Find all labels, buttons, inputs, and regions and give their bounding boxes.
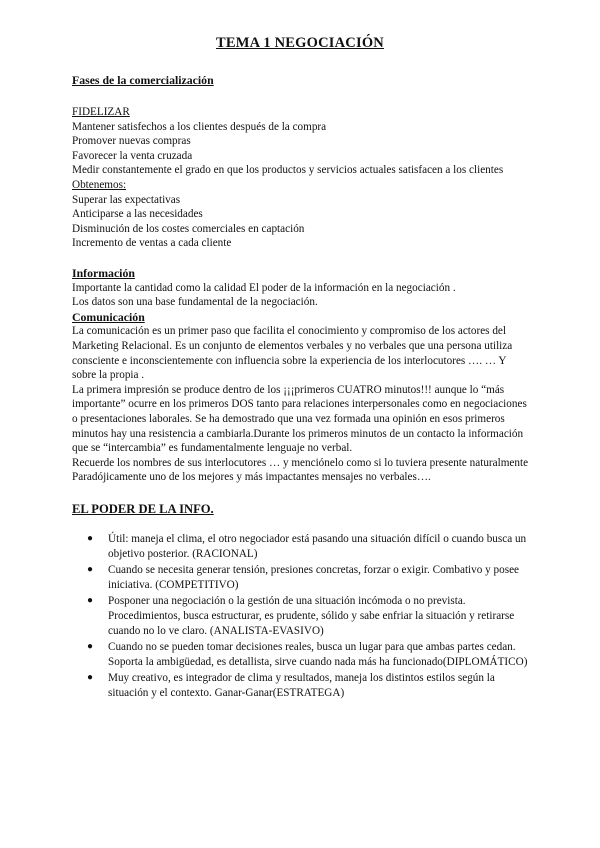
section-heading-fases: Fases de la comercialización xyxy=(72,73,214,87)
poder-bullet-list xyxy=(72,532,532,701)
comunicacion-paragraph: La comunicación es un primer paso que facilita el conocimiento y compromiso de los actores del Marketing Relacional. Es un conjunto de elementos verbales y no verbales que una persona utiliza consciente e inconscientemente con influencia sobre la experiencia de los interlocutores …. … Y sobre la propia . xyxy=(72,325,513,382)
objetivos-item: Incremento de ventas a cada cliente xyxy=(72,237,232,250)
poder-list-wrapper xyxy=(72,532,532,703)
section-informacion xyxy=(72,266,532,485)
list-item xyxy=(72,563,532,592)
list-item xyxy=(72,640,532,669)
section-poder xyxy=(72,502,532,517)
list-item xyxy=(72,671,532,700)
document-title: TEMA 1 NEGOCIACIÓN xyxy=(216,35,384,51)
poder-item-text: Útil: maneja el clima, el otro negociador está pasando una situación difícil o cuando busca un objetivo posterior. (RACIONAL) xyxy=(108,533,527,560)
informacion-line: Los datos son una base fundamental de la negociación. xyxy=(72,296,318,309)
bullet-icon: ● xyxy=(87,533,94,544)
informacion-line: Importante la cantidad como la calidad El poder de la información en la negociación . xyxy=(72,281,456,294)
fidelizar-item: Favorecer la venta cruzada xyxy=(72,149,193,162)
list-item xyxy=(72,594,532,638)
bullet-icon: ● xyxy=(87,595,94,607)
poder-item-text: Cuando no se pueden tomar decisiones reales, busca un lugar para que ambas partes cedan. Soporta la ambigüedad, es detallista, sirve cuando nada más ha funcionado(DIPLOMÁTICO) xyxy=(108,641,528,668)
bullet-icon: ● xyxy=(87,672,94,684)
section-fases xyxy=(72,73,532,88)
objetivos-item: Superar las expectativas xyxy=(72,193,181,206)
objetivos-item: Anticiparse a las necesidades xyxy=(72,208,203,221)
section-heading-comunicacion: Comunicación xyxy=(72,309,145,324)
fidelizar-heading: FIDELIZAR xyxy=(72,106,130,118)
fidelizar-item: Mantener satisfechos a los clientes después de la compra xyxy=(72,120,327,133)
section-heading-poder: EL PODER DE LA INFO. xyxy=(72,502,214,516)
section-heading-informacion: Información xyxy=(72,266,135,280)
fidelizar-item: Promover nuevas compras xyxy=(72,135,191,148)
fidelizar-block xyxy=(72,105,532,251)
objetivos-heading: Obtenemos: xyxy=(72,178,127,191)
poder-item-text: Posponer una negociación o la gestión de una situación incómoda o no prevista. Procedimientos, busca estructurar, es prudente, sólido y sabe enfriar la situación y retirarse cuando no lo ve claro. (ANALISTA-EVASIVO) xyxy=(108,595,515,637)
comunicacion-paragraph: Recuerde los nombres de sus interlocutores … y menciónelo como si lo tuviera presente naturalmente xyxy=(72,456,529,469)
bullet-icon: ● xyxy=(87,641,94,653)
fidelizar-item: Medir constantemente el grado en que los productos y servicios actuales satisfacen a los clientes xyxy=(72,164,504,177)
bullet-icon: ● xyxy=(87,564,94,576)
poder-item-text: Muy creativo, es integrador de clima y resultados, maneja los distintos estilos según la situación y el contexto. Ganar-Ganar(ESTRATEGA) xyxy=(108,672,495,699)
comunicacion-paragraph: La primera impresión se produce dentro de los ¡¡¡primeros CUATRO minutos!!! aunque lo “más importante” ocurre en los primeros DOS tanto para relaciones interpersonales como en negociaciones o presentaciones laborales. Se ha demostrado que una vez formada una opinión en esos primeros minutos hay una resistencia a cambiarla.Durante los primeros minutos de un contacto la información que se “intercambia” es fundamentalmente lenguaje no verbal. xyxy=(72,383,527,455)
comunicacion-paragraph: Paradójicamente uno de los mejores y más impactantes mensajes no verbales…. xyxy=(72,471,431,484)
objetivos-item: Disminución de los costes comerciales en captación xyxy=(72,222,305,235)
list-item xyxy=(72,532,532,561)
poder-item-text: Cuando se necesita generar tensión, presiones concretas, forzar o exigir. Combativo y posee iniciativa. (COMPETITIVO) xyxy=(108,564,520,591)
